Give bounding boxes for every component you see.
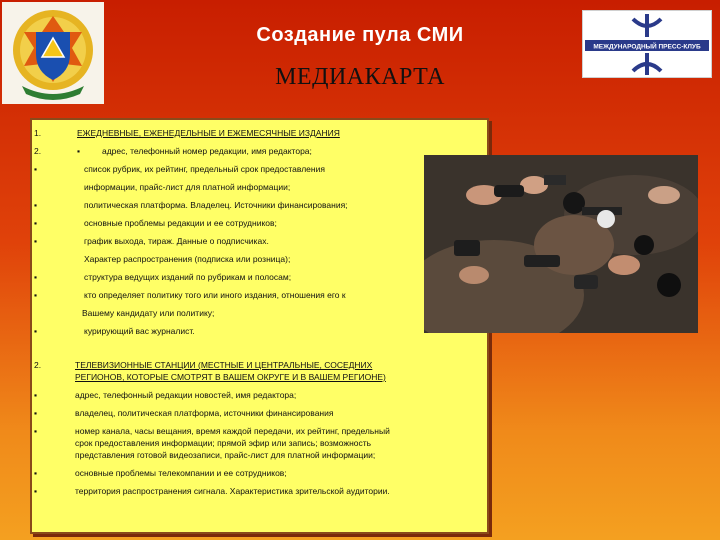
bullet-icon: ▪ xyxy=(34,426,38,436)
list-item-text: адрес, телефонный редакции новостей, имя редактора; xyxy=(75,390,297,400)
list-item-text: Вашему кандидату или политику; xyxy=(82,308,215,318)
bullet-icon: ▪ xyxy=(34,218,38,228)
list-item-number: 2. xyxy=(34,146,42,156)
list-item-text: структура ведущих изданий по рубрикам и полосам; xyxy=(84,272,292,282)
list-item-text: номер канала, часы вещания, время каждой передачи, их рейтинг, предельный xyxy=(75,426,390,436)
section2-heading-line2: РЕГИОНОВ, КОТОРЫЕ СМОТРЯТ В ВАШЕМ ОКРУГЕ И В ВАШЕМ РЕГИОНЕ) xyxy=(75,372,386,382)
list-item-text: основные проблемы редакции и ее сотрудников; xyxy=(84,218,277,228)
list-item-text: адрес, телефонный номер редакции, имя редактора; xyxy=(102,146,312,156)
list-item-text: список рубрик, их рейтинг, предельный срок предоставления xyxy=(84,164,325,174)
list-item-text: курирующий вас журналист. xyxy=(84,326,195,336)
list-item-text: основные проблемы телекомпании и ее сотрудников; xyxy=(75,468,287,478)
bullet-icon: ▪ xyxy=(77,146,81,156)
list-item-text: территория распространения сигнала. Характеристика зрительской аудитории. xyxy=(75,486,390,496)
section2-number: 2. xyxy=(34,360,42,370)
bullet-icon: ▪ xyxy=(34,272,38,282)
slide-subtitle: МЕДИАКАРТА xyxy=(275,64,445,90)
slide-title: Создание пула СМИ xyxy=(256,24,464,46)
microphones-press-photo xyxy=(424,155,698,333)
bullet-icon: ▪ xyxy=(34,164,38,174)
bullet-icon: ▪ xyxy=(34,290,38,300)
list-item-text: представления готовой видеозаписи, прайс-лист для платной информации; xyxy=(75,450,376,460)
list-item-text: срок предоставления информации; прямой эфир или запись; возможность xyxy=(75,438,372,448)
press-club-logo-text: МЕЖДУНАРОДНЫЙ ПРЕСС-КЛУБ xyxy=(593,43,701,51)
list-item-text: информации, прайс-лист для платной информации; xyxy=(84,182,291,192)
list-item-text: кто определяет политику того или иного издания, отношения его к xyxy=(84,290,346,300)
bullet-icon: ▪ xyxy=(34,486,38,496)
list-item-text: владелец, политическая платформа, источники финансирования xyxy=(75,408,334,418)
list-item-text: график выхода, тираж. Данные о подписчиках. xyxy=(84,236,269,246)
bullet-icon: ▪ xyxy=(34,468,38,478)
bullet-icon: ▪ xyxy=(34,236,38,246)
section2-heading-line1: ТЕЛЕВИЗИОННЫЕ СТАНЦИИ (МЕСТНЫЕ И ЦЕНТРАЛЬНЫЕ, СОСЕДНИХ xyxy=(75,360,373,370)
section1-heading: ЕЖЕДНЕВНЫЕ, ЕЖЕНЕДЕЛЬНЫЕ И ЕЖЕМЕСЯЧНЫЕ ИЗДАНИЯ xyxy=(77,128,340,138)
section1-number: 1. xyxy=(34,128,42,138)
content-panel xyxy=(30,118,489,534)
bullet-icon: ▪ xyxy=(34,326,38,336)
bullet-icon: ▪ xyxy=(34,200,38,210)
list-item-text: политическая платформа. Владелец. Источники финансирования; xyxy=(84,200,348,210)
list-item-text: Характер распространения (подписка или розница); xyxy=(84,254,291,264)
bullet-icon: ▪ xyxy=(34,390,38,400)
bullet-icon: ▪ xyxy=(34,408,38,418)
